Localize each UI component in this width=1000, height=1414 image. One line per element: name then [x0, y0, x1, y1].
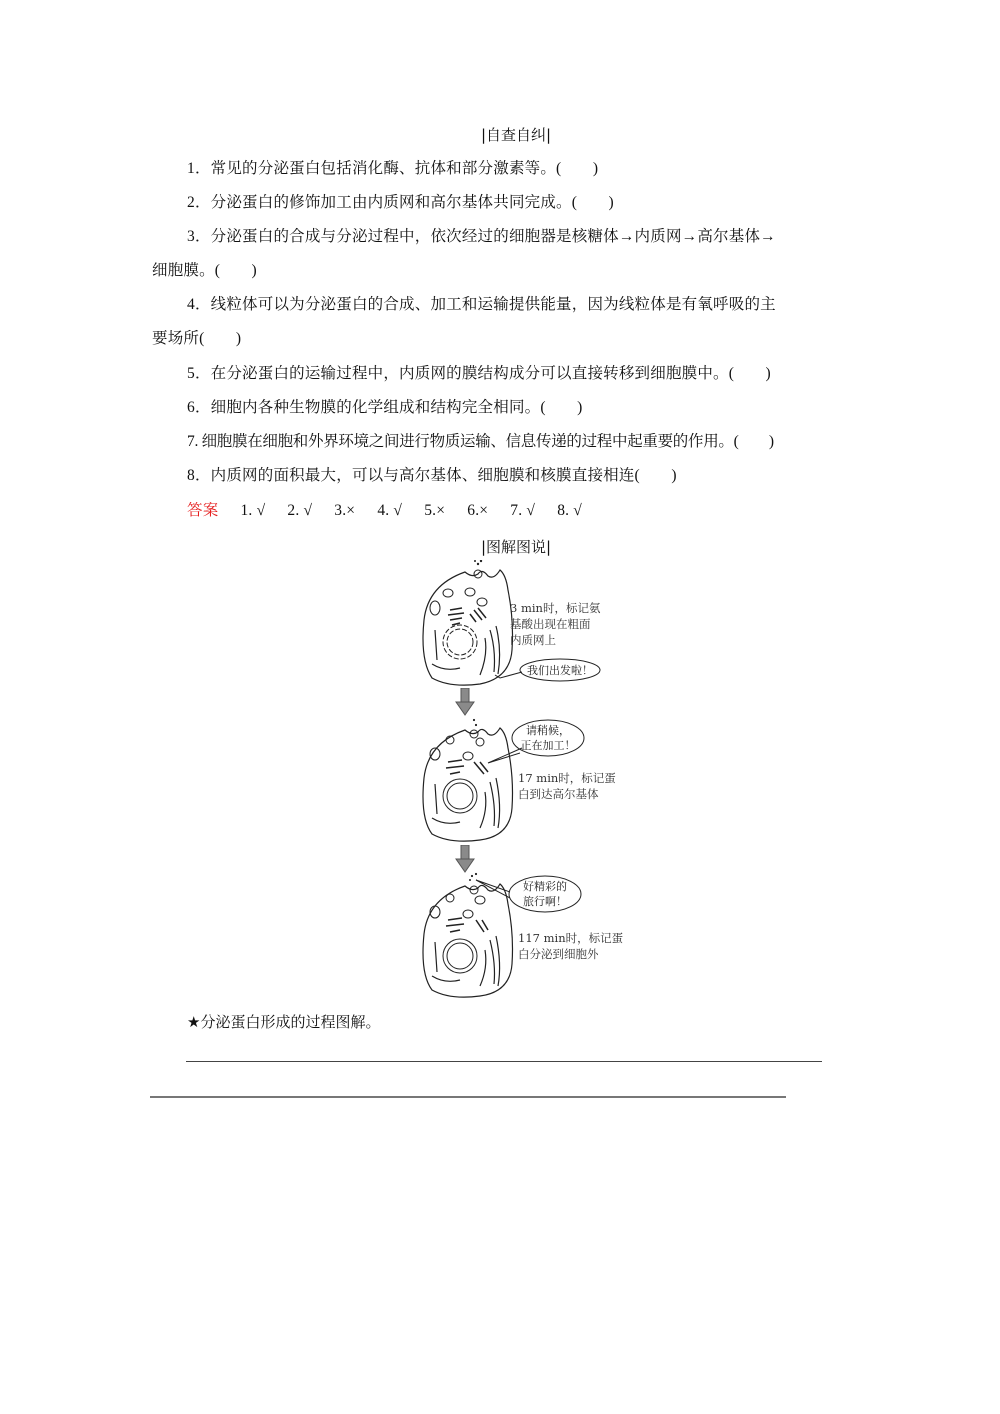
answer-2: 2. √ — [287, 502, 313, 519]
question-7: 7. 细胞膜在细胞和外界环境之间进行物质运输、信息传递的过程中起重要的作用。( ) — [187, 433, 774, 450]
answer-row — [187, 500, 582, 521]
secretory-protein-figure — [410, 560, 624, 1000]
caption-stage-3 — [518, 930, 623, 962]
down-arrow-icon — [455, 688, 475, 716]
question-2: 2．分泌蛋白的修饰加工由内质网和高尔基体共同完成。( ) — [187, 194, 614, 211]
caption-stage-3-line-1: 117 min时，标记蛋 — [518, 931, 624, 945]
bubble-stage-3-line-1: 好精彩的 — [523, 880, 567, 893]
caption-stage-2-line-2: 白到达高尔基体 — [518, 787, 599, 801]
bubble-stage-2-line-1: 请稍候， — [526, 724, 570, 737]
question-1: 1．常见的分泌蛋白包括消化酶、抗体和部分激素等。( ) — [187, 160, 599, 177]
self-check-title: |自查自纠| — [481, 126, 552, 144]
answer-label: 答案 — [187, 501, 219, 519]
bubble-stage-1: 我们出发啦！ — [527, 664, 593, 677]
question-4-line1: 4．线粒体可以为分泌蛋白的合成、加工和运输提供能量，因为线粒体是有氧呼吸的主 — [187, 296, 776, 313]
answer-3: 3.× — [334, 502, 356, 519]
question-5: 5．在分泌蛋白的运输过程中，内质网的膜结构成分可以直接转移到细胞膜中。( ) — [187, 365, 771, 382]
question-3-line1: 3．分泌蛋白的合成与分泌过程中，依次经过的细胞器是核糖体→内质网→高尔基体→ — [187, 228, 776, 245]
diagram-section-title: |图解图说| — [481, 538, 552, 556]
caption-stage-3-line-2: 白分泌到细胞外 — [518, 947, 599, 961]
answer-1: 1. √ — [240, 502, 266, 519]
answer-8: 8. √ — [557, 502, 582, 519]
caption-stage-2 — [518, 770, 616, 802]
question-6: 6．细胞内各种生物膜的化学组成和结构完全相同。( ) — [187, 399, 583, 416]
question-8: 8．内质网的面积最大，可以与高尔基体、细胞膜和核膜直接相连( ) — [187, 467, 677, 484]
process-diagram-prompt: ★分泌蛋白形成的过程图解。 — [187, 1013, 381, 1031]
answer-6: 6.× — [467, 502, 489, 519]
answer-blank-line-1[interactable] — [186, 1061, 822, 1062]
caption-stage-1-line-2: 基酸出现在粗面 — [510, 617, 591, 631]
caption-stage-2-line-1: 17 min时，标记蛋 — [518, 771, 616, 785]
caption-stage-1-line-1: 3 min时，标记氨 — [510, 601, 601, 615]
question-4-line2: 要场所( ) — [152, 330, 242, 347]
answer-4: 4. √ — [377, 502, 403, 519]
caption-stage-1-line-3: 内质网上 — [510, 633, 556, 647]
question-3-line2: 细胞膜。( ) — [152, 262, 257, 279]
answer-5: 5.× — [424, 502, 446, 519]
down-arrow-icon — [455, 845, 475, 873]
answer-blank-line-2[interactable] — [150, 1096, 786, 1098]
caption-stage-1 — [510, 600, 600, 648]
bubble-stage-3-line-2: 旅行啊！ — [523, 895, 567, 908]
bubble-stage-2-line-2: 正在加工！ — [520, 739, 576, 752]
answer-7: 7. √ — [510, 502, 536, 519]
